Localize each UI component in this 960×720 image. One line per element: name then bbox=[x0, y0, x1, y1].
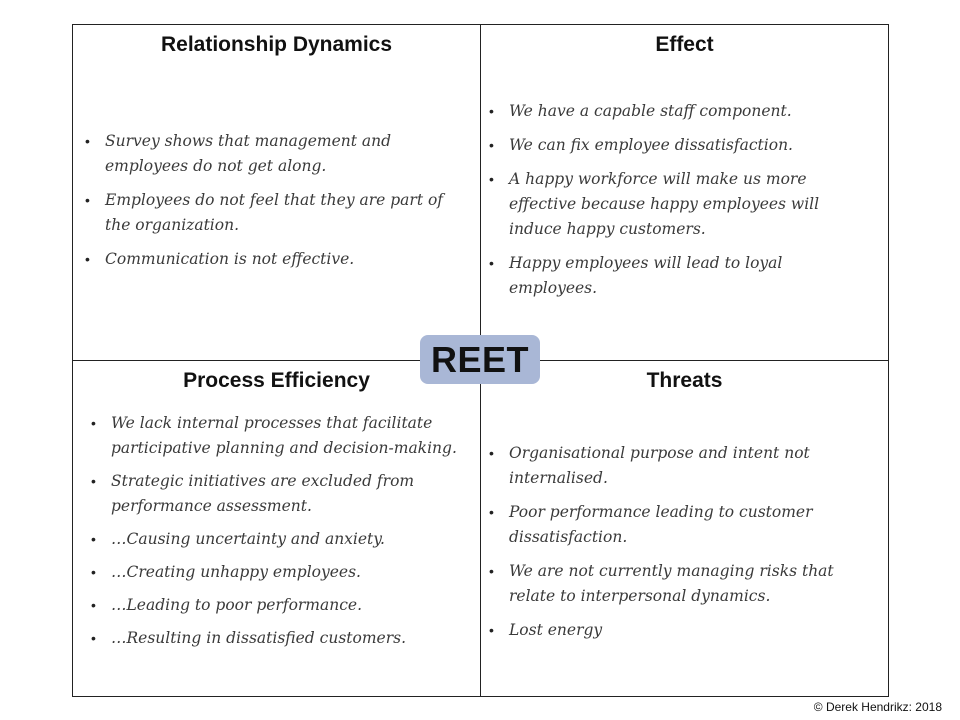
quadrant-threats bbox=[480, 360, 889, 697]
bullet-item: • …Resulting in dissatisfied customers. bbox=[91, 626, 476, 651]
quadrant-relationship-dynamics bbox=[72, 24, 481, 361]
copyright-notice: © Derek Hendrikz: 2018 bbox=[813, 700, 942, 714]
bullet-item: • Communication is not effective. bbox=[85, 247, 465, 272]
bullet-item: • We are not currently managing risks that relate to interpersonal dynamics. bbox=[489, 559, 874, 609]
bullet-item: • Lost energy bbox=[489, 618, 874, 643]
bullet-item: • Strategic initiatives are excluded from performance assessment. bbox=[91, 469, 476, 519]
bullet-list bbox=[489, 441, 874, 652]
bullet-item: • Employees do not feel that they are part of the organization. bbox=[85, 188, 465, 238]
bullet-item: • Happy employees will lead to loyal employees. bbox=[489, 251, 869, 301]
bullet-item: • We lack internal processes that facilitate participative planning and decision-making. bbox=[91, 411, 476, 461]
bullet-item: • We can fix employee dissatisfaction. bbox=[489, 133, 869, 158]
bullet-item: • Organisational purpose and intent not internalised. bbox=[489, 441, 874, 491]
quadrant-process-efficiency bbox=[72, 360, 481, 697]
quadrant-effect bbox=[480, 24, 889, 361]
bullet-item: • We have a capable staff component. bbox=[489, 99, 869, 124]
bullet-item: • …Causing uncertainty and anxiety. bbox=[91, 527, 476, 552]
bullet-list bbox=[85, 129, 465, 281]
bullet-item: • Poor performance leading to customer dissatisfaction. bbox=[489, 500, 874, 550]
quadrant-title: Process Efficiency bbox=[183, 369, 370, 392]
bullet-list bbox=[91, 411, 476, 659]
reet-center-label: REET bbox=[420, 335, 540, 384]
quadrant-title: Effect bbox=[655, 33, 714, 56]
bullet-list bbox=[489, 99, 869, 310]
bullet-item: • Survey shows that management and employees do not get along. bbox=[85, 129, 465, 179]
bullet-item: • …Leading to poor performance. bbox=[91, 593, 476, 618]
quadrant-title: Relationship Dynamics bbox=[160, 33, 393, 56]
bullet-item: • …Creating unhappy employees. bbox=[91, 560, 476, 585]
bullet-item: • A happy workforce will make us more effective because happy employees will induce happy customers. bbox=[489, 167, 869, 242]
quadrant-title: Threats bbox=[646, 369, 723, 392]
